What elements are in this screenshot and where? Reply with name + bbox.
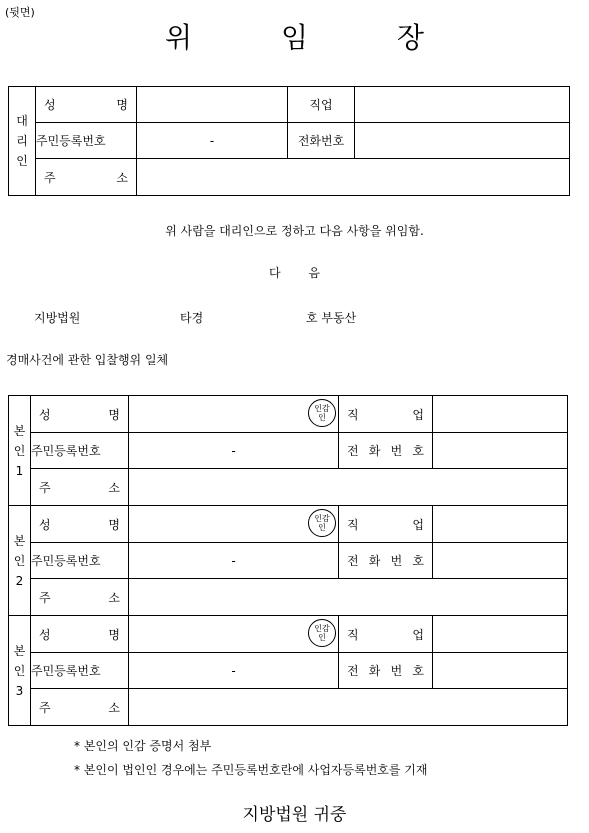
agent-table — [8, 86, 570, 196]
footer-court: 지방법원 귀중 — [242, 805, 347, 825]
principal-addr-field[interactable] — [129, 469, 568, 506]
agent-addr-label: 주 소 — [36, 159, 137, 196]
agent-phone-field[interactable] — [355, 123, 570, 159]
principal-phone-label: 전 화 번 호 — [339, 543, 433, 579]
note-business-number: * 본인이 법인인 경우에는 주민등록번호란에 사업자등록번호를 기재 — [74, 763, 428, 777]
delegation-statement: 위 사람을 대리인으로 정하고 다음 사항을 위임함. — [165, 224, 424, 238]
principal-job-label: 직 업 — [339, 506, 433, 543]
principal-addr-field[interactable] — [129, 689, 568, 726]
principal-side-label: 본 인 2 — [9, 506, 31, 616]
principal-addr-label: 주 소 — [31, 579, 129, 616]
court-name: 지방법원 — [34, 311, 81, 325]
page-label: (뒷면) — [5, 6, 35, 19]
principal-name-field[interactable] — [129, 616, 339, 653]
agent-side-label: 대 리 인 — [9, 87, 36, 196]
seal-stamp-icon: 인감 인 — [308, 619, 336, 647]
document-title: 위 임 장 — [165, 21, 464, 54]
case-number-suffix: 호 부동산 — [306, 311, 357, 325]
principal-addr-label: 주 소 — [31, 469, 129, 506]
principal-phone-field[interactable] — [433, 433, 568, 469]
principal-name-field[interactable] — [129, 506, 339, 543]
agent-name-field[interactable] — [137, 87, 288, 123]
principal-job-field[interactable] — [433, 506, 568, 543]
seal-stamp-icon: 인감 인 — [308, 399, 336, 427]
principal-phone-field[interactable] — [433, 543, 568, 579]
principal-rrn-field[interactable]: - — [129, 543, 339, 579]
seal-stamp-icon: 인감 인 — [308, 509, 336, 537]
next-heading: 다 음 — [269, 266, 320, 280]
principal-rrn-label: 주민등록번호 — [31, 433, 129, 469]
principal-rrn-field[interactable]: - — [129, 653, 339, 689]
agent-name-label: 성 명 — [36, 87, 137, 123]
principals-table — [8, 395, 568, 726]
agent-addr-field[interactable] — [137, 159, 570, 196]
principal-rrn-field[interactable]: - — [129, 433, 339, 469]
principal-job-label: 직 업 — [339, 616, 433, 653]
principal-name-field[interactable] — [129, 396, 339, 433]
principal-job-field[interactable] — [433, 396, 568, 433]
principal-side-label: 본 인 3 — [9, 616, 31, 726]
principal-name-label: 성 명 — [31, 616, 129, 653]
note-seal-certificate: * 본인의 인감 증명서 첨부 — [74, 739, 212, 753]
agent-job-label: 직업 — [288, 87, 355, 123]
principal-phone-label: 전 화 번 호 — [339, 653, 433, 689]
principal-name-label: 성 명 — [31, 506, 129, 543]
principal-side-label: 본 인 1 — [9, 396, 31, 506]
principal-addr-label: 주 소 — [31, 689, 129, 726]
delegation-scope: 경매사건에 관한 입찰행위 일체 — [6, 353, 169, 367]
principal-job-field[interactable] — [433, 616, 568, 653]
agent-rrn-field[interactable]: - — [137, 123, 288, 159]
principal-phone-label: 전 화 번 호 — [339, 433, 433, 469]
agent-phone-label: 전화번호 — [288, 123, 355, 159]
case-type: 타경 — [180, 311, 204, 325]
principal-addr-field[interactable] — [129, 579, 568, 616]
principal-phone-field[interactable] — [433, 653, 568, 689]
agent-rrn-label: 주민등록번호 — [36, 123, 137, 159]
principal-rrn-label: 주민등록번호 — [31, 543, 129, 579]
principal-rrn-label: 주민등록번호 — [31, 653, 129, 689]
agent-job-field[interactable] — [355, 87, 570, 123]
principal-job-label: 직 업 — [339, 396, 433, 433]
principal-name-label: 성 명 — [31, 396, 129, 433]
